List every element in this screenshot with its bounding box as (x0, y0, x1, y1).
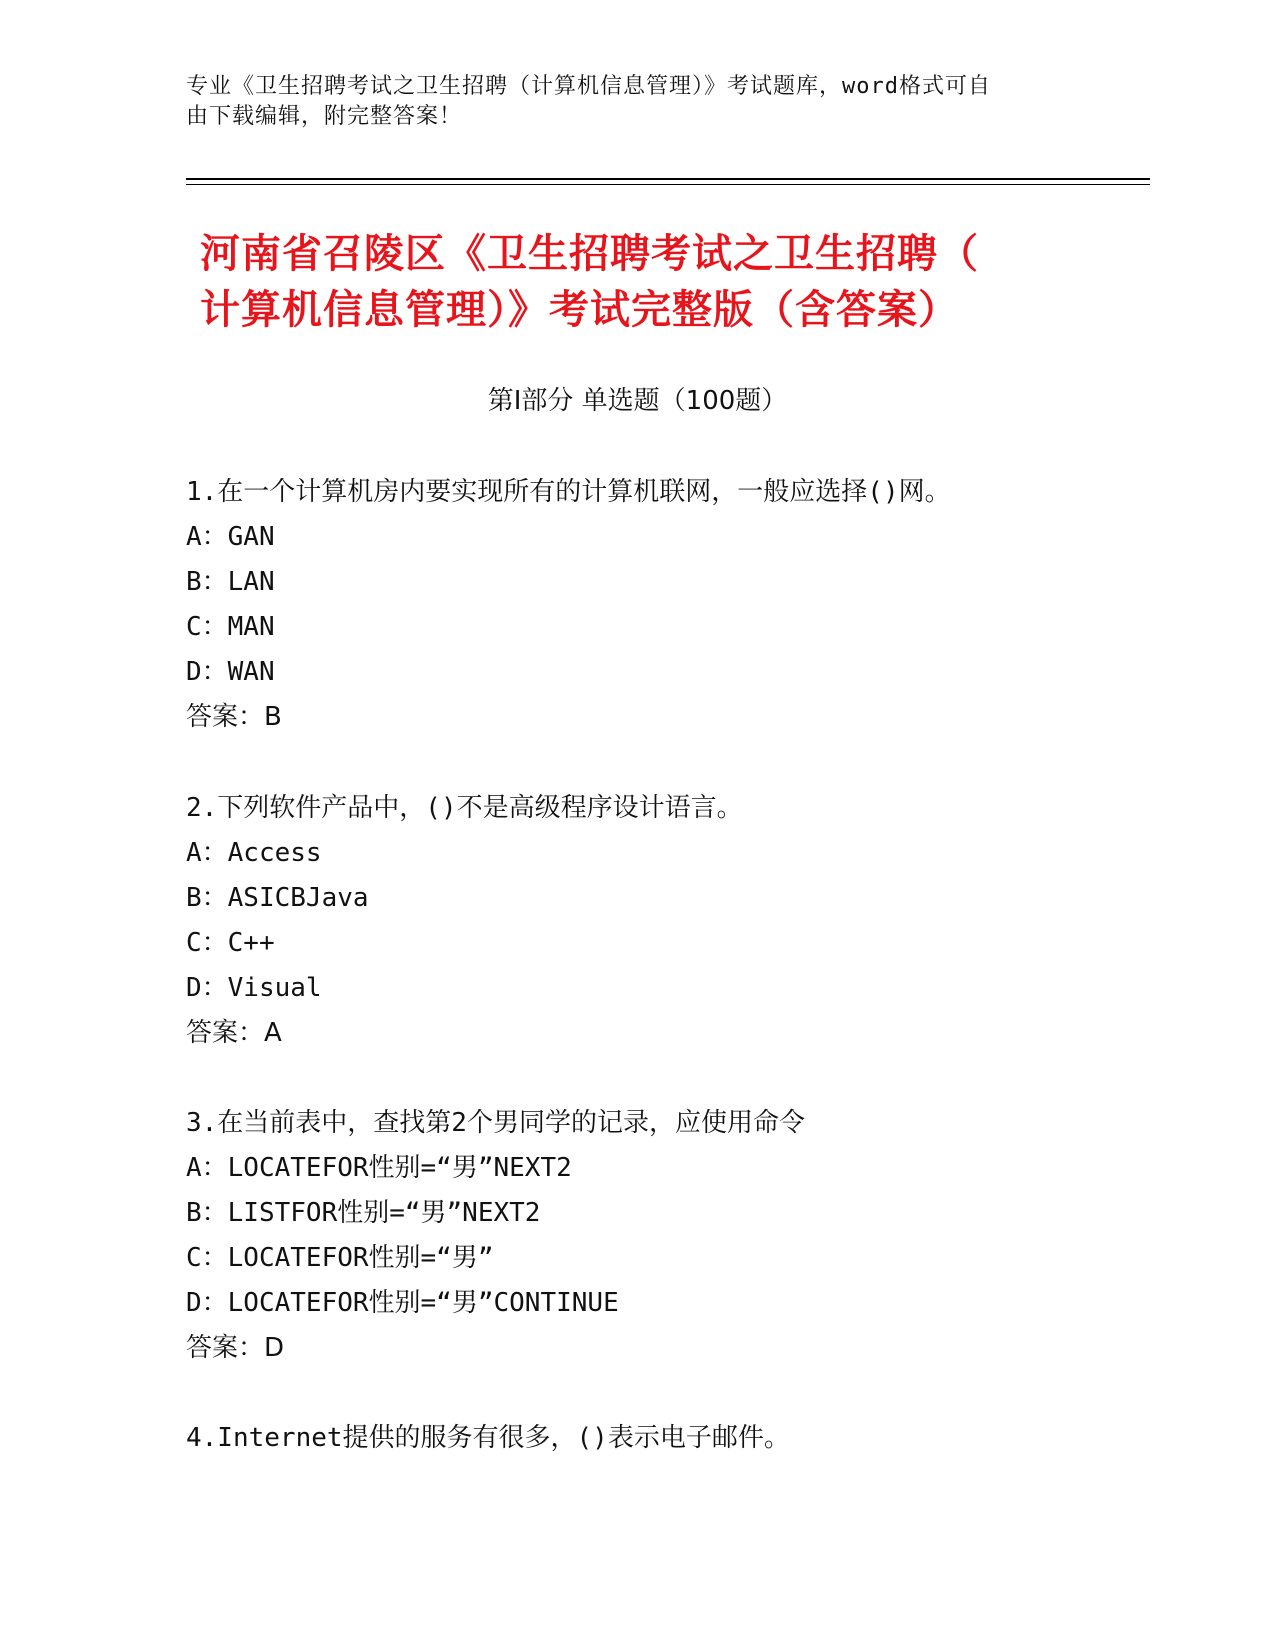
question-3 (186, 1101, 1146, 1371)
question-4 (186, 1416, 1146, 1461)
option-d: D：LOCATEFOR性别=“男”CONTINUE (186, 1288, 619, 1318)
title-line-1: 河南省召陵区《卫生招聘考试之卫生招聘（ (200, 231, 979, 277)
option-c: C：LOCATEFOR性别=“男” (186, 1243, 494, 1273)
answer: 答案：D (186, 1333, 285, 1363)
question-2 (186, 786, 1146, 1056)
option-a: A：LOCATEFOR性别=“男”NEXT2 (186, 1153, 572, 1183)
question-stem: 4.Internet提供的服务有很多，()表示电子邮件。 (186, 1423, 790, 1453)
option-b: B：LISTFOR性别=“男”NEXT2 (186, 1198, 541, 1228)
option-c: C：C++ (186, 928, 275, 958)
title-line-2: 计算机信息管理）》考试完整版（含答案） (200, 287, 959, 333)
option-b: B：ASICBJava (186, 883, 369, 913)
question-stem: 3.在当前表中，查找第2个男同学的记录，应使用命令 (186, 1108, 805, 1138)
answer: 答案：B (186, 702, 282, 732)
document-header (186, 72, 1066, 132)
header-line-2: 由下载编辑，附完整答案！ (186, 104, 463, 129)
option-b: B：LAN (186, 567, 275, 597)
option-c: C：MAN (186, 612, 275, 642)
question-stem: 1.在一个计算机房内要实现所有的计算机联网，一般应选择()网。 (186, 477, 951, 507)
option-d: D：Visual (186, 973, 322, 1003)
document-title (200, 226, 1100, 338)
option-a: A：GAN (186, 522, 275, 552)
header-divider-thick (186, 178, 1150, 180)
question-1 (186, 470, 1146, 740)
header-divider-thin (186, 184, 1150, 185)
section-title: 第Ⅰ部分 单选题（100题） (487, 386, 788, 416)
answer: 答案：A (186, 1018, 282, 1048)
option-d: D：WAN (186, 657, 275, 687)
option-a: A：Access (186, 838, 322, 868)
header-line-1: 专业《卫生招聘考试之卫生招聘（计算机信息管理）》考试题库，word格式可自 (186, 74, 991, 99)
question-stem: 2.下列软件产品中，()不是高级程序设计语言。 (186, 793, 743, 823)
